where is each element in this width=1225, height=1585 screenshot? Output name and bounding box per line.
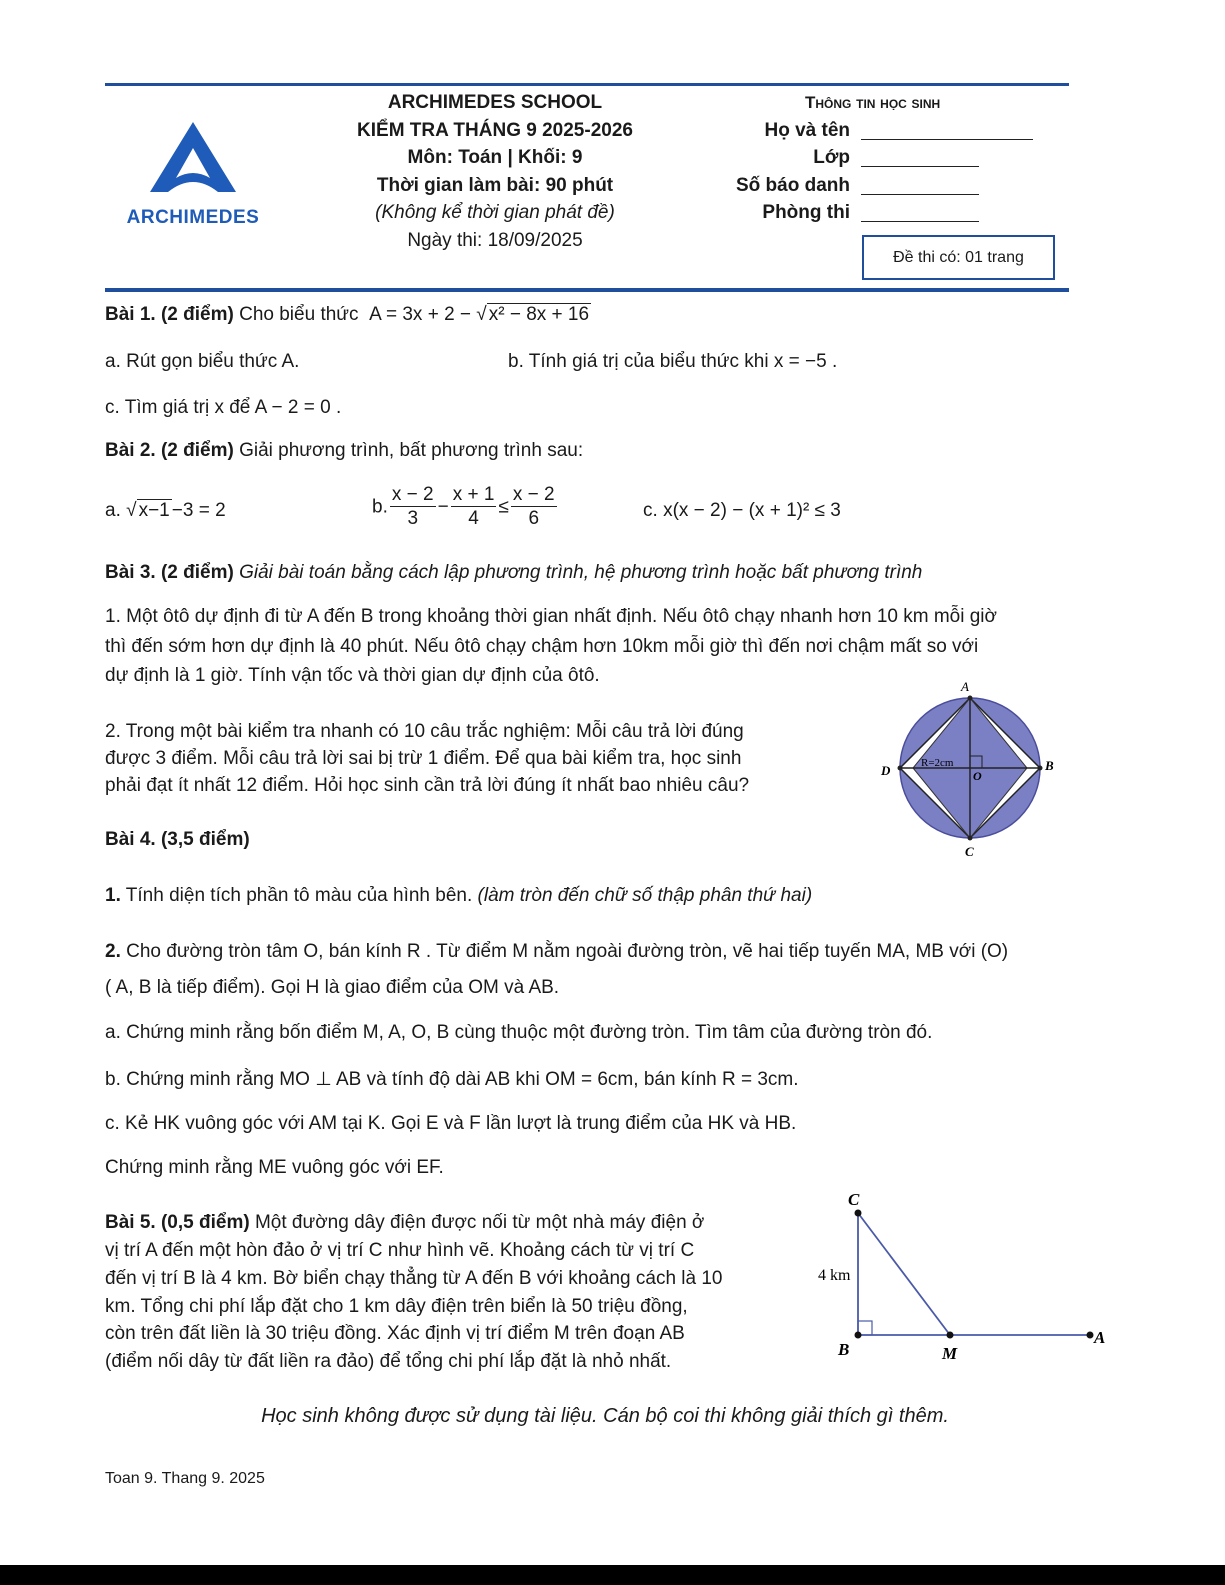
footer-note: Học sinh không được sử dụng tài liệu. Cán bộ coi thi không giải thích gì thêm.: [261, 1405, 949, 1427]
fig1-label-r: R=2cm: [921, 757, 954, 769]
fig1-label-b: B: [1045, 758, 1054, 773]
bai3-p2-l1: 2. Trong một bài kiểm tra nhanh có 10 câu trắc nghiệm: Mỗi câu trả lời đúng: [105, 721, 744, 742]
class-label: Lớp: [813, 147, 850, 168]
bai5-l1: [105, 1212, 704, 1234]
page-bottom-edge: [0, 1565, 1225, 1585]
bai4-p1-note: (làm tròn đến chữ số thập phân thứ hai): [477, 885, 813, 906]
page-count-box: [862, 235, 1055, 280]
bai4-c: c. Kẻ HK vuông góc với AM tại K. Gọi E và F lần lượt là trung điểm của HK và HB.: [105, 1113, 797, 1134]
bai3-p2-l3: phải đạt ít nhất 12 điểm. Hỏi học sinh cần trả lời đúng ít nhất bao nhiêu câu?: [105, 775, 750, 796]
bai1-line: Bài 1. (2 điểm) Cho biểu thức A = 3x + 2 − √ x² − 8x + 16: [105, 304, 590, 325]
bai4-title-text: Bài 4. (3,5 điểm): [105, 829, 250, 850]
logo-text: ARCHIMEDES: [126, 207, 260, 228]
bai4-p1-text: Tính diện tích phần tô màu của hình bên.: [125, 885, 473, 906]
room-label: Phòng thi: [762, 202, 850, 223]
bai2-c: [643, 500, 841, 522]
room-field[interactable]: [861, 221, 979, 222]
bai4-p1-num: 1.: [105, 885, 121, 906]
exam-duration: Thời gian làm bài: 90 phút: [376, 175, 614, 196]
bai3-title: Bài 3. (2 điểm): [105, 562, 234, 583]
bai2-a-label: a.: [105, 500, 121, 521]
bai2-a: a. √ x−1 −3 = 2: [105, 500, 226, 521]
exam-title: KIỂM TRA THÁNG 9 2025-2026: [357, 120, 633, 141]
bai4-b: b. Chứng minh rằng MO ⊥ AB và tính độ dài AB khi OM = 6cm, bán kính R = 3cm.: [105, 1069, 799, 1090]
bai1-intro: Cho biểu thức: [239, 304, 359, 325]
fig2-label-b: B: [838, 1340, 850, 1359]
bai5-l5: còn trên đất liền là 30 triệu đồng. Xác định vị trí điểm M trên đoạn AB: [105, 1323, 685, 1344]
bai2-b-op2: ≤: [498, 496, 509, 518]
bai4-p2-l1: [105, 941, 1008, 963]
candidate-number-label: Số báo danh: [736, 175, 850, 196]
bai1-c: [105, 397, 341, 419]
bai4-a: a. Chứng minh rằng bốn điểm M, A, O, B cùng thuộc một đường tròn. Tìm tâm của đường tròn đó.: [105, 1022, 933, 1043]
fig2-label-m: M: [942, 1344, 958, 1363]
fig2-label-c: C: [848, 1190, 860, 1209]
name-field[interactable]: [861, 139, 1033, 140]
bai1-expr-sqrt: x² − 8x + 16: [488, 304, 590, 325]
bai4-title: [105, 829, 250, 851]
bai4-p1: [105, 885, 812, 907]
header-bottom-rule: [105, 288, 1069, 292]
bai1-title: Bài 1. (2 điểm): [105, 304, 234, 325]
bai2-b-frac2-den: 4: [468, 508, 479, 529]
bai3-line: [105, 562, 922, 584]
bai2-b-op1: −: [437, 496, 449, 518]
bai2-b: [372, 484, 559, 531]
bai4-p2-text: Cho đường tròn tâm O, bán kính R . Từ điểm M nằm ngoài đường tròn, vẽ hai tiếp tuyến MA, MB với (O): [126, 941, 1009, 962]
bai5-title: Bài 5. (0,5 điểm): [105, 1212, 250, 1233]
bai2-b-label: b.: [372, 496, 388, 518]
class-field[interactable]: [861, 166, 979, 167]
bai2-a-rest: −3 = 2: [171, 500, 226, 521]
bai2-b-frac3-den: 6: [528, 508, 540, 529]
bai2-b-frac2-num: x + 1: [452, 484, 495, 505]
page-count-text: Đề thi có: 01 trang: [893, 249, 1024, 266]
bai2-intro: Giải phương trình, bất phương trình sau:: [239, 440, 584, 461]
bai2-b-frac3-num: x − 2: [512, 484, 555, 505]
bai2-b-frac1-den: 3: [407, 508, 419, 529]
bai2-b-frac1-num: x − 2: [391, 484, 434, 505]
bai1-c-math: A − 2 = 0 .: [254, 397, 342, 418]
bai1-b-text: b. Tính giá trị của biểu thức khi: [508, 351, 769, 372]
bai5-l6: (điểm nối dây từ đất liền ra đảo) để tổng chi phí lắp đặt là nhỏ nhất.: [105, 1351, 672, 1372]
bai2-line: [105, 440, 583, 462]
bai2-a-sqrt: x−1: [138, 500, 170, 521]
fig1-label-o: O: [973, 769, 982, 783]
figure-circle-square: [875, 675, 1065, 865]
fig1-label-c: C: [965, 844, 974, 859]
subject-grade: Môn: Toán | Khối: 9: [407, 147, 583, 168]
figure-power-line: [810, 1185, 1110, 1370]
bai1-b: [508, 351, 837, 373]
header-top-rule: [105, 83, 1069, 86]
bai4-p2-num: 2.: [105, 941, 121, 962]
bai3-p1-l1: 1. Một ôtô dự định đi từ A đến B trong khoảng thời gian nhất định. Nếu ôtô chạy nhanh hơn 10 km mỗi giờ: [105, 606, 997, 627]
bai1-expr: A = 3x + 2 −: [369, 304, 477, 325]
bai3-p2-l2: được 3 điểm. Mỗi câu trả lời sai bị trừ 1 điểm. Để qua bài kiểm tra, học sinh: [105, 748, 742, 769]
bai1-b-math: x = −5 .: [773, 351, 838, 372]
fig2-label-dist: 4 km: [818, 1267, 851, 1284]
fig2-label-a: A: [1094, 1328, 1106, 1347]
bai2-c-expr: x(x − 2) − (x + 1)² ≤ 3: [663, 500, 841, 521]
school-logo: [118, 118, 268, 228]
bai4-c2: Chứng minh rằng ME vuông góc với EF.: [105, 1157, 444, 1178]
bai3-p1-l3: dự định là 1 giờ. Tính vận tốc và thời gian dự định của ôtô.: [105, 665, 600, 686]
fig1-label-d: D: [881, 763, 891, 778]
bai3-p1-l2: thì đến sớm hơn dự định là 40 phút. Nếu ôtô chạy chậm hơn 10km mỗi giờ thì đến nơi chậm mất so với: [105, 636, 979, 657]
candidate-number-field[interactable]: [861, 194, 979, 195]
bai5-l2: vị trí A đến một hòn đảo ở vị trí C như hình vẽ. Khoảng cách từ vị trí C: [105, 1240, 695, 1261]
bai5-l3: đến vị trí B là 4 km. Bờ biển chạy thẳng từ A đến B với khoảng cách là 10: [105, 1268, 723, 1289]
logo-mark-icon: [118, 118, 268, 198]
school-name: ARCHIMEDES SCHOOL: [387, 92, 603, 113]
bai3-intro: Giải bài toán bằng cách lập phương trình, hệ phương trình hoặc bất phương trình: [239, 562, 923, 583]
bai5-l4: km. Tổng chi phí lắp đặt cho 1 km dây điện trên biển là 50 triệu đồng,: [105, 1296, 688, 1317]
bai2-title: Bài 2. (2 điểm): [105, 440, 234, 461]
name-label: Họ và tên: [764, 120, 850, 141]
bai4-p2-l2: ( A, B là tiếp điểm). Gọi H là giao điểm của OM và AB.: [105, 977, 560, 998]
fig1-label-a: A: [961, 679, 969, 694]
bai2-c-label: c.: [643, 500, 658, 521]
bai5-l1-text: Một đường dây điện được nối từ một nhà máy điện ở: [254, 1212, 705, 1233]
bai1-a: a. Rút gọn biểu thức A.: [105, 351, 300, 372]
exam-date: Ngày thi: 18/09/2025: [407, 230, 583, 251]
footer-code: Toan 9. Thang 9. 2025: [105, 1470, 265, 1487]
student-info-title: Thông tin học sinh: [805, 93, 941, 112]
duration-note: (Không kể thời gian phát đề): [375, 202, 615, 223]
bai1-c-text: c. Tìm giá trị x để: [105, 397, 251, 418]
